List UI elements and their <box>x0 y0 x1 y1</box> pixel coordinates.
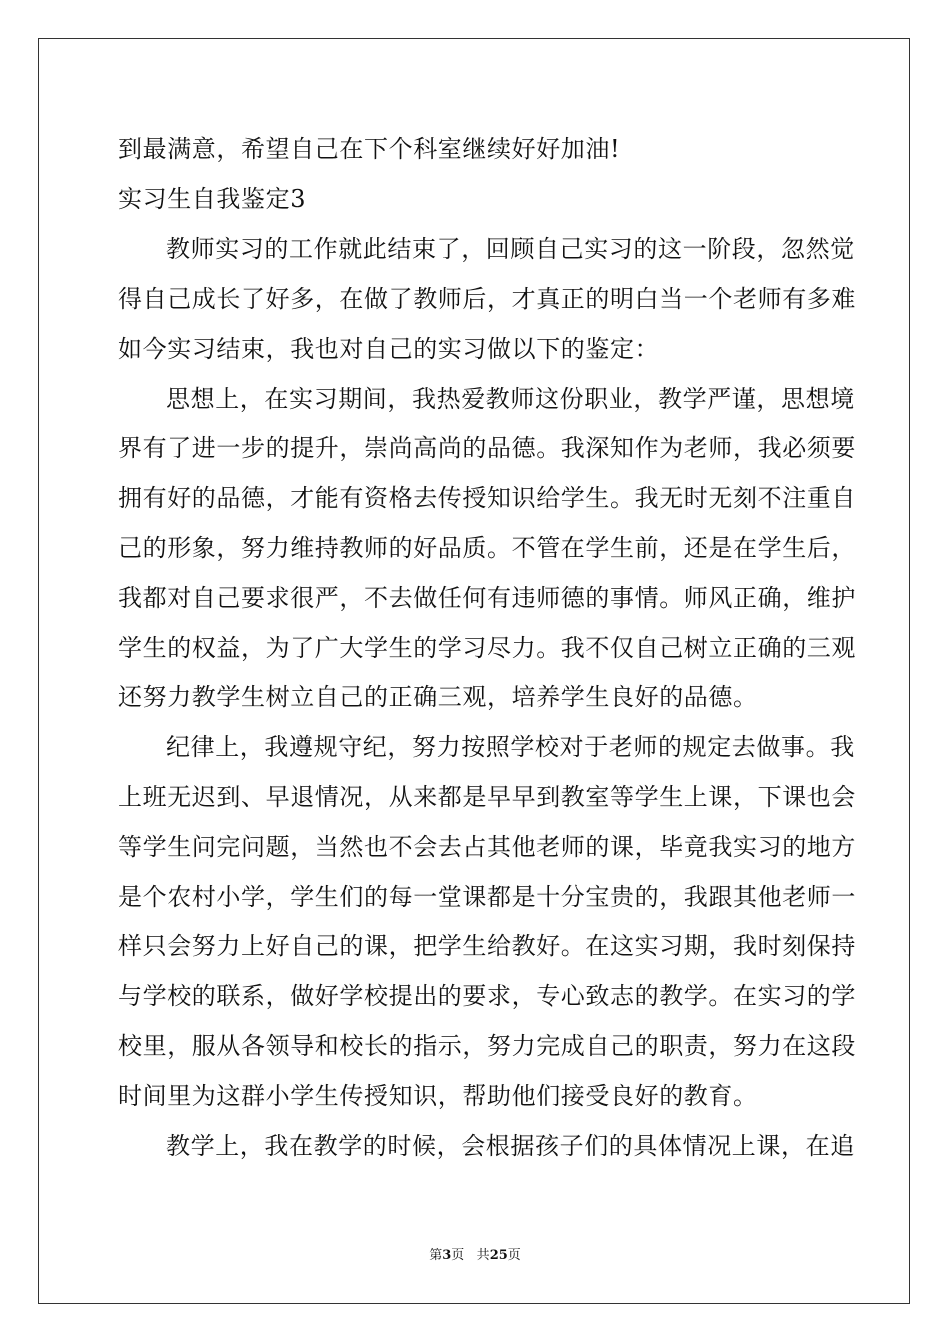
paragraph-line: 校里，服从各领导和校长的指示，努力完成自己的职责，努力在这段 <box>118 1032 856 1060</box>
total-suffix: 页 <box>507 1248 521 1263</box>
paragraph-line: 思想上，在实习期间，我热爱教师这份职业，教学严谨，思想境 <box>166 385 855 413</box>
paragraph-line: 还努力教学生树立自己的正确三观，培养学生良好的品德。 <box>118 683 758 711</box>
paragraph-line: 纪律上，我遵规守纪，努力按照学校对于老师的规定去做事。我 <box>166 733 855 761</box>
paragraph-line: 时间里为这群小学生传授知识，帮助他们接受良好的教育。 <box>118 1082 758 1110</box>
page-prefix: 第 <box>429 1248 443 1263</box>
page-border <box>38 38 910 1304</box>
page-footer <box>0 1247 950 1265</box>
paragraph-line: 学生的权益，为了广大学生的学习尽力。我不仅自己树立正确的三观 <box>118 634 856 662</box>
page-current: 3 <box>442 1248 452 1263</box>
paragraph-line: 如今实习结束，我也对自己的实习做以下的鉴定： <box>118 335 660 363</box>
page-suffix: 页 <box>451 1248 465 1263</box>
paragraph-line: 我都对自己要求很严，不去做任何有违师德的事情。师风正确，维护 <box>118 584 856 612</box>
paragraph-line: 教学上，我在教学的时候，会根据孩子们的具体情况上课，在追 <box>166 1132 855 1160</box>
total-prefix: 共 <box>476 1248 490 1263</box>
section-heading: 实习生自我鉴定3 <box>118 185 307 213</box>
paragraph-line: 教师实习的工作就此结束了，回顾自己实习的这一阶段，忽然觉 <box>166 235 855 263</box>
paragraph-line: 拥有好的品德，才能有资格去传授知识给学生。我无时无刻不注重自 <box>118 484 856 512</box>
paragraph-line: 是个农村小学，学生们的每一堂课都是十分宝贵的，我跟其他老师一 <box>118 883 856 911</box>
paragraph-line: 样只会努力上好自己的课，把学生给教好。在这实习期，我时刻保持 <box>118 932 856 960</box>
paragraph-line: 上班无迟到、早退情况，从来都是早早到教室等学生上课，下课也会 <box>118 783 856 811</box>
paragraph-line: 与学校的联系，做好学校提出的要求，专心致志的教学。在实习的学 <box>118 982 856 1010</box>
paragraph-line: 等学生问完问题，当然也不会去占其他老师的课，毕竟我实习的地方 <box>118 833 856 861</box>
paragraph-line: 得自己成长了好多，在做了教师后，才真正的明白当一个老师有多难 <box>118 285 856 313</box>
paragraph-line: 界有了进一步的提升，崇尚高尚的品德。我深知作为老师，我必须要 <box>118 434 856 462</box>
page-total: 25 <box>489 1248 508 1263</box>
paragraph-line: 到最满意，希望自己在下个科室继续好好加油! <box>118 135 621 163</box>
paragraph-line: 己的形象，努力维持教师的好品质。不管在学生前，还是在学生后， <box>118 534 856 562</box>
